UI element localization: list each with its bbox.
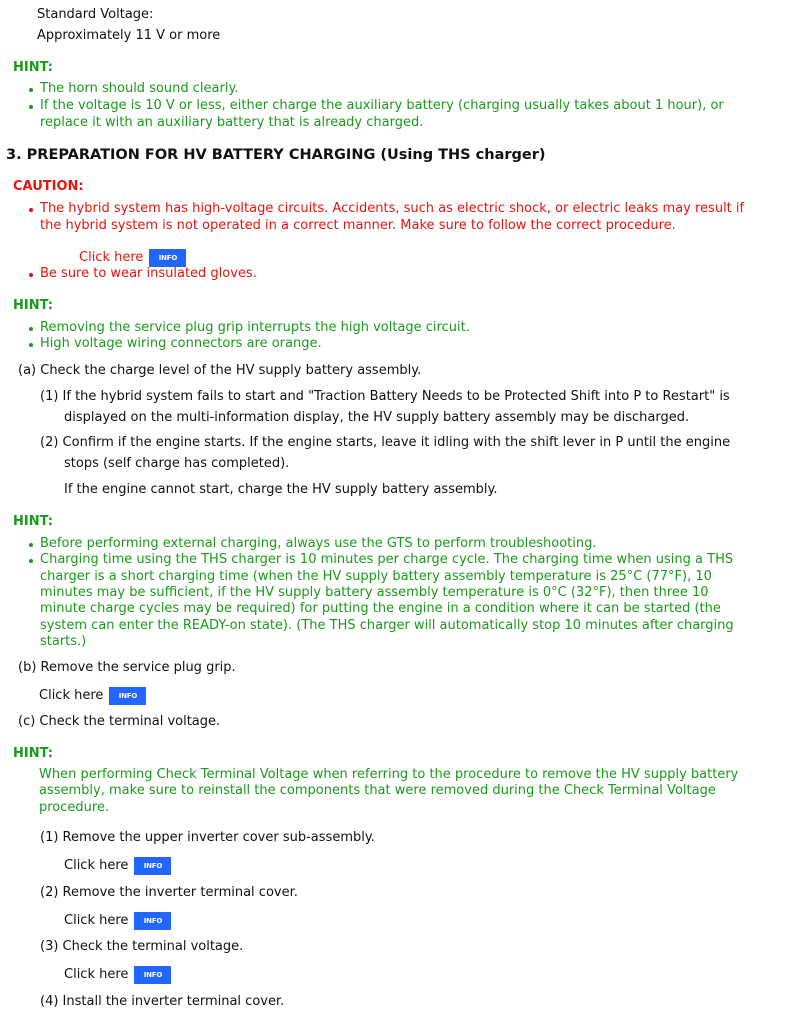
click-here-text[interactable]: Click here xyxy=(64,967,129,982)
hint-paragraph-continued: assembly, make sure to reinstall the components that were removed during the Check Terminal Voltage xyxy=(39,783,716,798)
standard-voltage-label: Standard Voltage: xyxy=(37,7,154,22)
click-here-text[interactable]: Click here xyxy=(39,688,104,703)
step-a-sub-2: (2) Confirm if the engine starts. If the engine starts, leave it idling with the shift lever in P until the engine xyxy=(40,435,731,450)
bullet-icon xyxy=(29,88,33,92)
hint-item: High voltage wiring connectors are orange. xyxy=(40,336,322,351)
hint-item-continued: system can enter the READY-on state). (The THS charger will automatically stop 10 minutes after charging xyxy=(40,618,734,633)
hint-paragraph: When performing Check Terminal Voltage when referring to the procedure to remove the HV supply battery xyxy=(39,767,739,782)
step-a-sub-1-continued: displayed on the multi-information display, the HV supply battery assembly may be discharged. xyxy=(64,410,690,425)
substep-text: (2) Remove the inverter terminal cover. xyxy=(40,885,298,900)
section-heading: 3. PREPARATION FOR HV BATTERY CHARGING (Using THS charger) xyxy=(6,147,546,163)
hint-label: HINT: xyxy=(13,514,53,529)
bullet-icon xyxy=(29,327,33,331)
hint-item-continued: charger is a short charging time (when the HV supply battery assembly temperature is 25°C (77°F), 10 xyxy=(40,569,712,584)
caution-item-continued: the hybrid system is not operated in a correct manner. Make sure to follow the correct procedure. xyxy=(40,218,676,233)
info-button[interactable]: INFO xyxy=(134,912,171,930)
step-b-text: (b) Remove the service plug grip. xyxy=(18,660,236,675)
substep-click-here-link[interactable] xyxy=(64,965,171,985)
hint-item-continued: minutes may be sufficient, if the HV supply battery assembly temperature is 0°C (32°F), then three 10 xyxy=(40,585,709,600)
bullet-icon xyxy=(29,343,33,347)
standard-voltage-value: Approximately 11 V or more xyxy=(37,28,221,43)
hint-item: Removing the service plug grip interrupts the high voltage circuit. xyxy=(40,320,470,335)
info-button[interactable]: INFO xyxy=(134,857,171,875)
hint-item: Charging time using the THS charger is 10 minutes per charge cycle. The charging time when using a THS xyxy=(40,552,734,567)
hint-label: HINT: xyxy=(13,298,53,313)
bullet-icon xyxy=(29,105,33,109)
caution-item: Be sure to wear insulated gloves. xyxy=(40,266,257,281)
hint-item-continued: starts.) xyxy=(40,634,87,649)
substep-text: (3) Check the terminal voltage. xyxy=(40,939,244,954)
bullet-icon xyxy=(29,273,33,277)
bullet-icon xyxy=(29,208,33,212)
caution-label: CAUTION: xyxy=(13,179,84,194)
step-c-text: (c) Check the terminal voltage. xyxy=(18,714,221,729)
info-button[interactable]: INFO xyxy=(149,249,186,267)
info-button[interactable]: INFO xyxy=(109,687,146,705)
step-a-text: (a) Check the charge level of the HV supply battery assembly. xyxy=(18,363,422,378)
click-here-text[interactable]: Click here xyxy=(64,913,129,928)
hint-item: Before performing external charging, always use the GTS to perform troubleshooting. xyxy=(40,536,597,551)
hint-item-continued: minute charge cycles may be required) for putting the engine in a condition where it can be started (the xyxy=(40,601,721,616)
hint-label: HINT: xyxy=(13,746,53,761)
step-a-sub-1: (1) If the hybrid system fails to start and "Traction Battery Needs to be Protected Shift into P to Restart" is xyxy=(40,389,730,404)
substep-click-here-link[interactable] xyxy=(64,911,171,931)
bullet-icon xyxy=(29,543,33,547)
step-a-sub-2-note: If the engine cannot start, charge the HV supply battery assembly. xyxy=(64,482,498,497)
hint-label: HINT: xyxy=(13,60,53,75)
hint-item: The horn should sound clearly. xyxy=(40,81,239,96)
click-here-text[interactable]: Click here xyxy=(64,858,129,873)
caution-click-here-link[interactable] xyxy=(79,248,186,268)
hint-item: If the voltage is 10 V or less, either charge the auxiliary battery (charging usually takes about 1 hour), or xyxy=(40,98,724,113)
substep-text: (4) Install the inverter terminal cover. xyxy=(40,994,285,1009)
info-button[interactable]: INFO xyxy=(134,966,171,984)
step-a-sub-2-continued: stops (self charge has completed). xyxy=(64,456,290,471)
step-b-click-here-link[interactable] xyxy=(39,686,146,706)
caution-item: The hybrid system has high-voltage circuits. Accidents, such as electric shock, or electric leaks may result if xyxy=(40,201,745,216)
hint-paragraph-continued: procedure. xyxy=(39,800,110,815)
bullet-icon xyxy=(29,559,33,563)
click-here-text[interactable]: Click here xyxy=(79,250,144,265)
substep-click-here-link[interactable] xyxy=(64,856,171,876)
hint-item-continued: replace it with an auxiliary battery that is already charged. xyxy=(40,115,424,130)
substep-text: (1) Remove the upper inverter cover sub-assembly. xyxy=(40,830,375,845)
